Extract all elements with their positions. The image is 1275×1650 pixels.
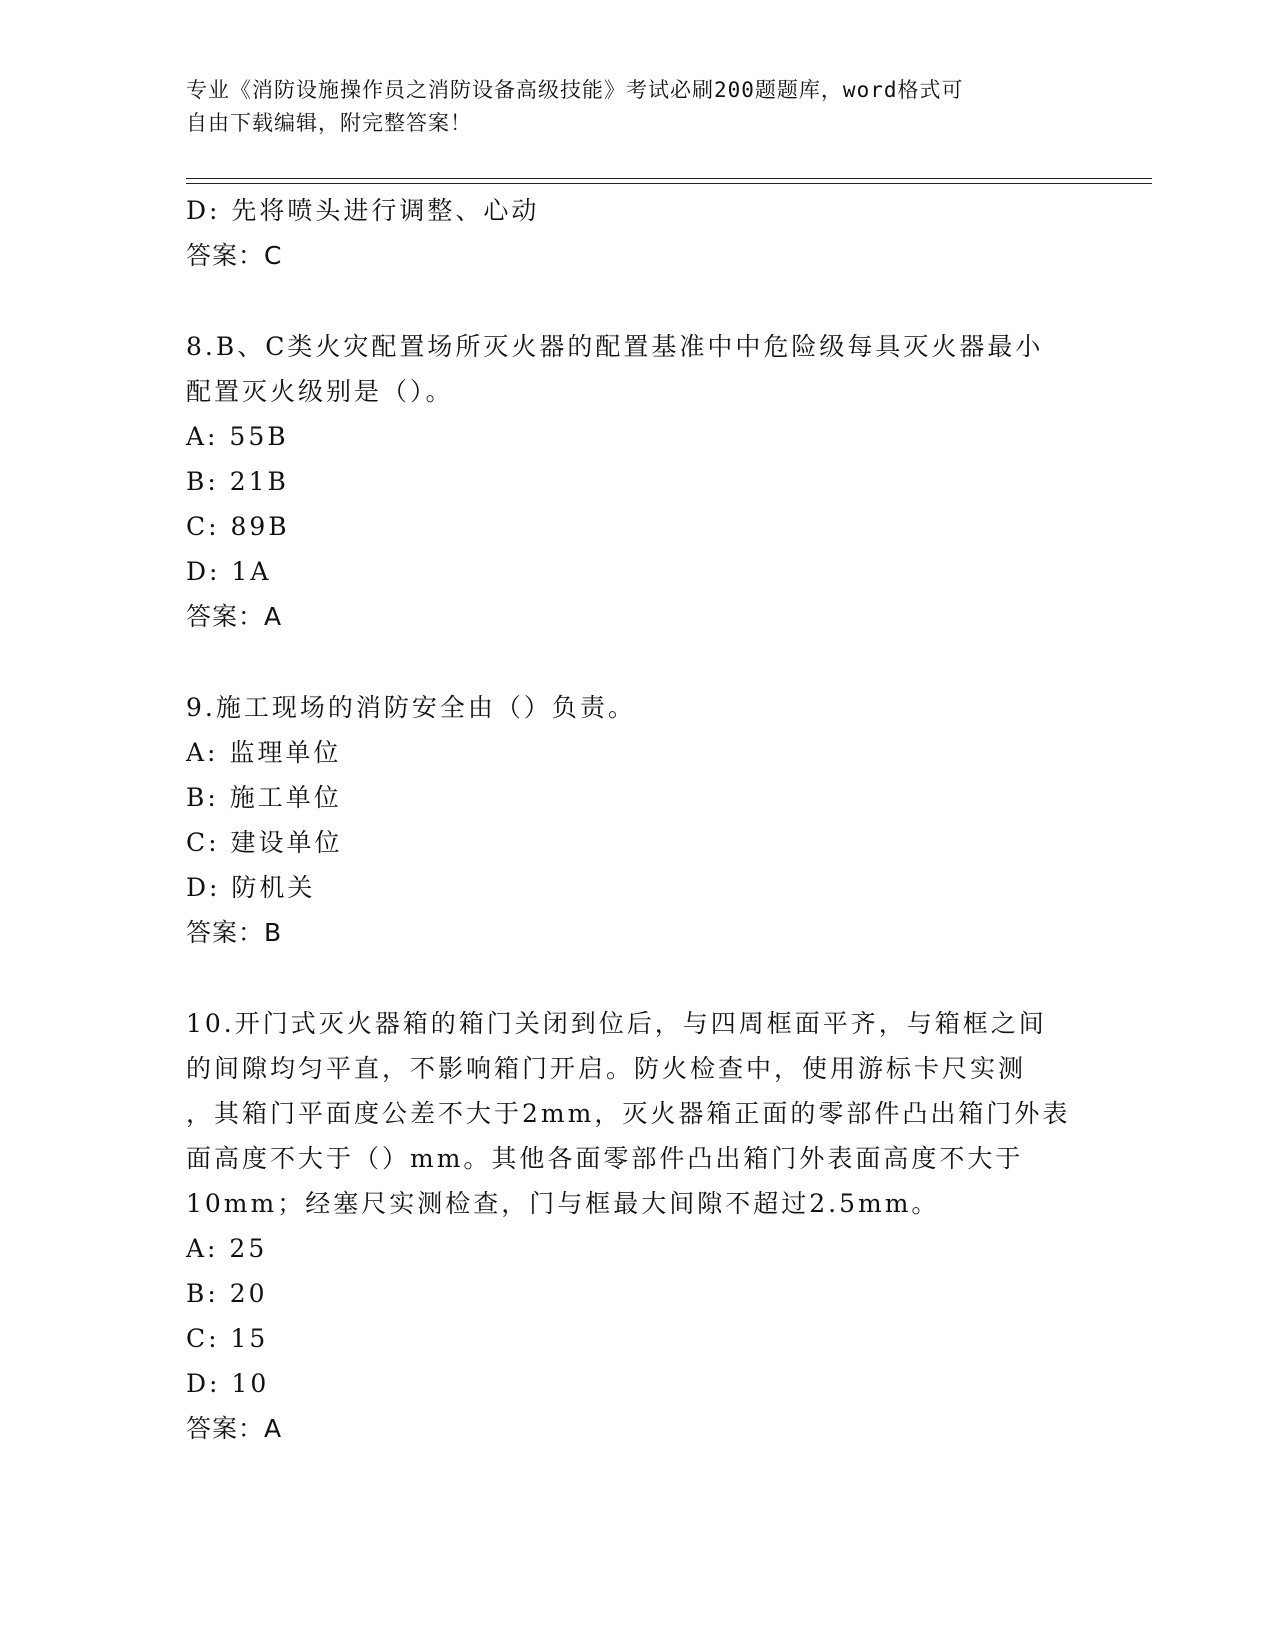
- question-stem-line: 10.开门式灭火器箱的箱门关闭到位后，与四周框面平齐，与箱框之间: [186, 1009, 1047, 1038]
- question-8: [186, 324, 1086, 639]
- option-a: A: 25: [186, 1234, 268, 1263]
- answer-line: 答案：C: [186, 241, 283, 270]
- document-header: [186, 74, 1066, 140]
- option-d: D: 先将喷头进行调整、心动: [186, 196, 540, 225]
- header-line-2: 自由下载编辑，附完整答案！: [186, 111, 472, 135]
- option-c: C: 建设单位: [186, 828, 343, 857]
- header-divider-bottom: [186, 183, 1152, 184]
- option-c: C: 89B: [186, 512, 290, 541]
- question-7-continued: [186, 188, 1086, 278]
- answer-line: 答案：B: [186, 918, 283, 947]
- option-c: C: 15: [186, 1324, 269, 1353]
- option-b: B: 20: [186, 1279, 268, 1308]
- option-b: B: 施工单位: [186, 783, 342, 812]
- document-body: [186, 188, 1086, 1451]
- header-line-1: 专业《消防设施操作员之消防设备高级技能》考试必刷200题题库，word格式可: [186, 78, 964, 102]
- option-d: D: 10: [186, 1369, 270, 1398]
- question-stem-line: 配置灭火级别是（）。: [186, 377, 454, 406]
- question-stem-line: 10mm；经塞尺实测检查，门与框最大间隙不超过2.5mm。: [186, 1189, 940, 1218]
- answer-line: 答案：A: [186, 1414, 283, 1443]
- header-divider-top: [186, 178, 1152, 179]
- option-b: B: 21B: [186, 467, 289, 496]
- question-stem-line: 的间隙均匀平直，不影响箱门开启。防火检查中，使用游标卡尺实测: [186, 1054, 1027, 1083]
- question-9: [186, 685, 1086, 955]
- question-10: [186, 1001, 1086, 1451]
- option-d: D: 1A: [186, 557, 272, 586]
- question-stem-line: 面高度不大于（）mm。其他各面零部件凸出箱门外表面高度不大于: [186, 1144, 1024, 1173]
- answer-line: 答案：A: [186, 602, 283, 631]
- question-stem-line: 9.施工现场的消防安全由（）负责。: [186, 693, 636, 722]
- option-d: D: 防机关: [186, 873, 316, 902]
- question-stem-line: 8.B、C类火灾配置场所灭火器的配置基准中中危险级每具灭火器最小: [186, 332, 1044, 361]
- question-stem-line: ，其箱门平面度公差不大于2mm，灭火器箱正面的零部件凸出箱门外表: [186, 1099, 1071, 1128]
- option-a: A: 55B: [186, 422, 289, 451]
- option-a: A: 监理单位: [186, 738, 342, 767]
